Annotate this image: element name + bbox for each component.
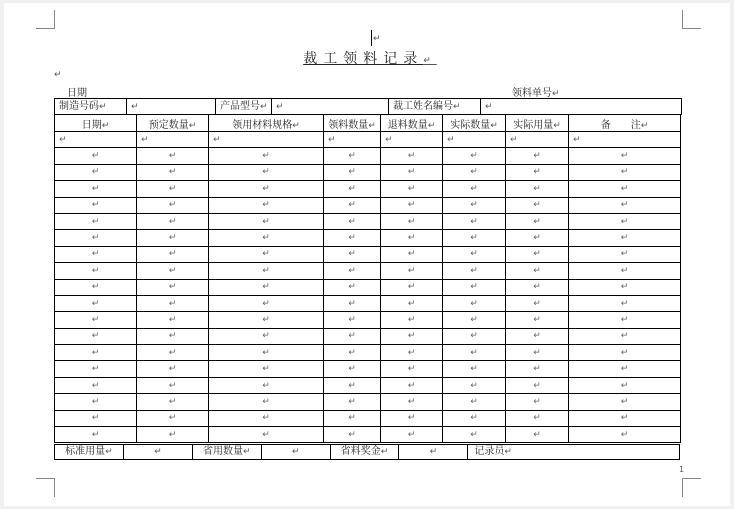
table-cell[interactable]: ↵ bbox=[137, 427, 209, 443]
table-row bbox=[55, 377, 681, 393]
table-cell[interactable]: ↵ bbox=[324, 377, 381, 393]
table-cell[interactable]: ↵ bbox=[569, 345, 681, 361]
table-cell[interactable]: ↵ bbox=[443, 361, 506, 377]
table-cell[interactable]: ↵ bbox=[381, 213, 443, 229]
table-row bbox=[55, 164, 681, 180]
table-cell[interactable]: ↵ bbox=[569, 197, 681, 213]
table-cell[interactable]: ↵ bbox=[324, 345, 381, 361]
table-cell[interactable]: ↵ bbox=[55, 345, 137, 361]
table-cell[interactable]: ↵ bbox=[443, 181, 506, 197]
table-cell[interactable]: ↵ bbox=[324, 213, 381, 229]
footer-row bbox=[54, 444, 680, 460]
table-cell[interactable]: ↵ bbox=[381, 197, 443, 213]
table-row bbox=[55, 361, 681, 377]
table-cell[interactable]: ↵ bbox=[209, 427, 324, 443]
table-cell[interactable]: ↵ bbox=[55, 361, 137, 377]
table-cell[interactable]: ↵ bbox=[569, 377, 681, 393]
table-cell[interactable]: ↵ bbox=[569, 246, 681, 262]
table-cell[interactable]: ↵ bbox=[209, 410, 324, 426]
table-cell[interactable]: ↵ bbox=[55, 213, 137, 229]
table-cell[interactable]: ↵ bbox=[137, 181, 209, 197]
table-cell[interactable]: ↵ bbox=[506, 132, 569, 148]
product-model-value[interactable]: ↵ bbox=[272, 99, 389, 115]
table-cell[interactable]: ↵ bbox=[569, 312, 681, 328]
table-cell[interactable]: ↵ bbox=[324, 312, 381, 328]
table-cell[interactable]: ↵ bbox=[55, 279, 137, 295]
table-cell[interactable]: ↵ bbox=[443, 164, 506, 180]
table-cell[interactable]: ↵ bbox=[209, 263, 324, 279]
table-cell[interactable]: ↵ bbox=[209, 197, 324, 213]
table-cell[interactable]: ↵ bbox=[324, 230, 381, 246]
table-cell[interactable]: ↵ bbox=[381, 312, 443, 328]
table-cell[interactable]: ↵ bbox=[443, 263, 506, 279]
col-header-date: 日期↵ bbox=[55, 115, 137, 132]
cutter-name-label[interactable]: 裁工姓名编号↵ bbox=[389, 99, 481, 115]
table-cell[interactable]: ↵ bbox=[381, 263, 443, 279]
table-row bbox=[55, 295, 681, 311]
table-cell[interactable]: ↵ bbox=[137, 328, 209, 344]
table-cell[interactable]: ↵ bbox=[324, 263, 381, 279]
table-cell[interactable]: ↵ bbox=[324, 328, 381, 344]
paragraph-mark: ↵ bbox=[54, 70, 62, 80]
table-cell[interactable]: ↵ bbox=[137, 361, 209, 377]
standard-usage-value[interactable]: ↵ bbox=[124, 445, 193, 459]
table-cell[interactable]: ↵ bbox=[381, 295, 443, 311]
table-cell[interactable]: ↵ bbox=[443, 197, 506, 213]
table-cell[interactable]: ↵ bbox=[506, 230, 569, 246]
table-cell[interactable]: ↵ bbox=[137, 312, 209, 328]
table-cell[interactable]: ↵ bbox=[324, 246, 381, 262]
table-row bbox=[55, 246, 681, 262]
table-cell[interactable]: ↵ bbox=[381, 427, 443, 443]
table-row bbox=[55, 279, 681, 295]
table-row bbox=[55, 148, 681, 164]
manufacture-no-value[interactable]: ↵ bbox=[127, 99, 216, 115]
table-cell[interactable]: ↵ bbox=[209, 148, 324, 164]
table-cell[interactable]: ↵ bbox=[209, 230, 324, 246]
cutter-name-value[interactable]: ↵ bbox=[485, 102, 493, 112]
crop-mark-bottom-right bbox=[682, 478, 701, 497]
table-cell[interactable]: ↵ bbox=[209, 295, 324, 311]
table-cell[interactable]: ↵ bbox=[381, 345, 443, 361]
table-row bbox=[55, 230, 681, 246]
col-header-actual-usage: 实际用量↵ bbox=[506, 115, 569, 132]
table-cell[interactable]: ↵ bbox=[137, 279, 209, 295]
table-cell[interactable]: ↵ bbox=[569, 213, 681, 229]
table-cell[interactable]: ↵ bbox=[209, 377, 324, 393]
table-cell[interactable]: ↵ bbox=[506, 427, 569, 443]
table-cell[interactable]: ↵ bbox=[55, 328, 137, 344]
table-cell[interactable]: ↵ bbox=[443, 427, 506, 443]
requisition-number-label[interactable]: 领料单号↵ bbox=[512, 88, 560, 99]
table-cell[interactable]: ↵ bbox=[569, 410, 681, 426]
table-cell[interactable]: ↵ bbox=[569, 230, 681, 246]
table-cell[interactable]: ↵ bbox=[506, 164, 569, 180]
col-header-actual-qty: 实际数量↵ bbox=[443, 115, 506, 132]
table-cell[interactable]: ↵ bbox=[324, 132, 381, 148]
table-cell[interactable]: ↵ bbox=[381, 164, 443, 180]
table-row bbox=[55, 312, 681, 328]
table-cell[interactable]: ↵ bbox=[209, 181, 324, 197]
table-cell[interactable]: ↵ bbox=[569, 394, 681, 410]
table-cell[interactable]: ↵ bbox=[324, 181, 381, 197]
table-cell[interactable]: ↵ bbox=[324, 410, 381, 426]
table-cell[interactable]: ↵ bbox=[443, 377, 506, 393]
table-cell[interactable]: ↵ bbox=[55, 148, 137, 164]
table-cell[interactable]: ↵ bbox=[55, 312, 137, 328]
material-record-table bbox=[54, 114, 681, 443]
table-cell[interactable]: ↵ bbox=[443, 410, 506, 426]
standard-usage-label[interactable]: 标准用量↵ bbox=[55, 445, 124, 459]
table-cell[interactable]: ↵ bbox=[55, 132, 137, 148]
table-cell[interactable]: ↵ bbox=[137, 132, 209, 148]
manufacture-no-label[interactable]: 制造号码↵ bbox=[55, 99, 127, 115]
table-cell[interactable]: ↵ bbox=[569, 263, 681, 279]
col-header-returned-qty: 退料数量↵ bbox=[381, 115, 443, 132]
table-cell[interactable]: ↵ bbox=[55, 427, 137, 443]
table-cell[interactable]: ↵ bbox=[443, 345, 506, 361]
table-cell[interactable]: ↵ bbox=[137, 246, 209, 262]
table-cell[interactable]: ↵ bbox=[381, 148, 443, 164]
col-header-planned-qty: 预定数量↵ bbox=[137, 115, 209, 132]
table-row bbox=[55, 427, 681, 443]
table-cell[interactable]: ↵ bbox=[324, 197, 381, 213]
table-cell[interactable]: ↵ bbox=[506, 312, 569, 328]
table-cell[interactable]: ↵ bbox=[55, 181, 137, 197]
table-cell[interactable]: ↵ bbox=[506, 328, 569, 344]
table-cell[interactable]: ↵ bbox=[569, 164, 681, 180]
table-cell[interactable]: ↵ bbox=[569, 361, 681, 377]
table-cell[interactable]: ↵ bbox=[209, 361, 324, 377]
page-title[interactable]: 裁工领料记录↵ bbox=[303, 51, 437, 67]
table-cell[interactable]: ↵ bbox=[506, 361, 569, 377]
table-cell[interactable]: ↵ bbox=[443, 213, 506, 229]
table-cell[interactable]: ↵ bbox=[324, 427, 381, 443]
table-cell[interactable]: ↵ bbox=[506, 410, 569, 426]
table-cell[interactable]: ↵ bbox=[443, 132, 506, 148]
table-cell[interactable]: ↵ bbox=[381, 361, 443, 377]
table-cell[interactable]: ↵ bbox=[55, 246, 137, 262]
table-cell[interactable]: ↵ bbox=[209, 312, 324, 328]
table-cell[interactable]: ↵ bbox=[137, 230, 209, 246]
table-cell[interactable]: ↵ bbox=[209, 394, 324, 410]
table-cell[interactable]: ↵ bbox=[55, 410, 137, 426]
table-row bbox=[55, 345, 681, 361]
table-cell[interactable]: ↵ bbox=[443, 148, 506, 164]
table-row bbox=[55, 410, 681, 426]
table-cell[interactable]: ↵ bbox=[569, 148, 681, 164]
table-cell[interactable]: ↵ bbox=[381, 328, 443, 344]
table-cell[interactable]: ↵ bbox=[443, 246, 506, 262]
table-cell[interactable]: ↵ bbox=[55, 263, 137, 279]
table-cell[interactable]: ↵ bbox=[55, 197, 137, 213]
table-cell[interactable]: ↵ bbox=[55, 230, 137, 246]
table-cell[interactable]: ↵ bbox=[137, 377, 209, 393]
table-cell[interactable]: ↵ bbox=[137, 213, 209, 229]
table-cell[interactable]: ↵ bbox=[506, 295, 569, 311]
table-cell[interactable]: ↵ bbox=[506, 181, 569, 197]
table-cell[interactable]: ↵ bbox=[137, 263, 209, 279]
table-cell[interactable]: ↵ bbox=[55, 377, 137, 393]
table-cell[interactable]: ↵ bbox=[209, 279, 324, 295]
table-cell[interactable]: ↵ bbox=[569, 427, 681, 443]
table-header-row bbox=[55, 115, 681, 132]
table-cell[interactable]: ↵ bbox=[443, 295, 506, 311]
table-cell[interactable]: ↵ bbox=[209, 164, 324, 180]
table-cell[interactable]: ↵ bbox=[381, 377, 443, 393]
table-cell[interactable]: ↵ bbox=[209, 328, 324, 344]
table-row bbox=[55, 213, 681, 229]
table-cell[interactable]: ↵ bbox=[55, 394, 137, 410]
table-cell[interactable]: ↵ bbox=[324, 279, 381, 295]
table-cell[interactable]: ↵ bbox=[443, 230, 506, 246]
table-cell[interactable]: ↵ bbox=[569, 132, 681, 148]
table-row bbox=[55, 181, 681, 197]
table-cell[interactable]: ↵ bbox=[506, 197, 569, 213]
table-cell[interactable]: ↵ bbox=[443, 394, 506, 410]
table-cell[interactable]: ↵ bbox=[137, 164, 209, 180]
text-cursor bbox=[371, 30, 372, 46]
col-header-remarks: 备 注↵ bbox=[569, 115, 681, 132]
table-cell[interactable]: ↵ bbox=[324, 164, 381, 180]
table-cell[interactable]: ↵ bbox=[137, 394, 209, 410]
table-cell[interactable]: ↵ bbox=[381, 410, 443, 426]
table-cell[interactable]: ↵ bbox=[381, 132, 443, 148]
table-cell[interactable]: ↵ bbox=[137, 295, 209, 311]
product-model-label[interactable]: 产品型号↵ bbox=[216, 99, 272, 115]
saved-qty-label[interactable]: 省用数量↵ bbox=[193, 445, 262, 459]
table-cell[interactable]: ↵ bbox=[324, 361, 381, 377]
table-cell[interactable]: ↵ bbox=[506, 279, 569, 295]
table-cell[interactable]: ↵ bbox=[324, 394, 381, 410]
table-row bbox=[55, 263, 681, 279]
recorder-label[interactable]: 记录员↵ bbox=[474, 446, 512, 457]
table-cell[interactable]: ↵ bbox=[506, 246, 569, 262]
table-cell[interactable]: ↵ bbox=[209, 345, 324, 361]
table-cell[interactable]: ↵ bbox=[506, 377, 569, 393]
table-cell[interactable]: ↵ bbox=[209, 132, 324, 148]
table-cell[interactable]: ↵ bbox=[443, 312, 506, 328]
col-header-issued-qty: 领料数量↵ bbox=[324, 115, 381, 132]
table-cell[interactable]: ↵ bbox=[569, 181, 681, 197]
table-cell[interactable]: ↵ bbox=[324, 148, 381, 164]
table-cell[interactable]: ↵ bbox=[381, 279, 443, 295]
table-cell[interactable]: ↵ bbox=[381, 246, 443, 262]
table-cell[interactable]: ↵ bbox=[55, 295, 137, 311]
page-number: 1 bbox=[679, 465, 685, 474]
table-cell[interactable]: ↵ bbox=[443, 279, 506, 295]
crop-mark-top-right bbox=[682, 10, 701, 29]
table-cell[interactable]: ↵ bbox=[506, 213, 569, 229]
table-cell[interactable]: ↵ bbox=[569, 295, 681, 311]
table-row bbox=[55, 328, 681, 344]
crop-mark-bottom-left bbox=[36, 478, 55, 497]
table-cell[interactable]: ↵ bbox=[443, 328, 506, 344]
saving-bonus-value[interactable]: ↵ bbox=[399, 445, 468, 459]
col-header-material-spec: 领用材料规格↵ bbox=[209, 115, 324, 132]
table-cell[interactable]: ↵ bbox=[381, 181, 443, 197]
saved-qty-value[interactable]: ↵ bbox=[262, 445, 331, 459]
table-row bbox=[55, 132, 681, 148]
table-cell[interactable]: ↵ bbox=[209, 213, 324, 229]
table-cell[interactable]: ↵ bbox=[506, 345, 569, 361]
date-label[interactable]: 日期 bbox=[67, 88, 87, 99]
table-cell[interactable]: ↵ bbox=[506, 148, 569, 164]
table-cell[interactable]: ↵ bbox=[137, 197, 209, 213]
info-header-row bbox=[54, 98, 682, 115]
table-cell[interactable]: ↵ bbox=[506, 263, 569, 279]
table-row bbox=[55, 197, 681, 213]
table-cell[interactable]: ↵ bbox=[209, 246, 324, 262]
table-cell[interactable]: ↵ bbox=[569, 328, 681, 344]
table-cell[interactable]: ↵ bbox=[324, 295, 381, 311]
table-cell[interactable]: ↵ bbox=[137, 148, 209, 164]
crop-mark-top-left bbox=[36, 10, 55, 29]
saving-bonus-label[interactable]: 省料奖金↵ bbox=[331, 445, 400, 459]
table-cell[interactable]: ↵ bbox=[569, 279, 681, 295]
table-cell[interactable]: ↵ bbox=[506, 394, 569, 410]
table-cell[interactable]: ↵ bbox=[381, 394, 443, 410]
table-row bbox=[55, 394, 681, 410]
table-cell[interactable]: ↵ bbox=[381, 230, 443, 246]
table-cell[interactable]: ↵ bbox=[137, 345, 209, 361]
paragraph-mark: ↵ bbox=[373, 34, 381, 44]
table-cell[interactable]: ↵ bbox=[137, 410, 209, 426]
table-cell[interactable]: ↵ bbox=[55, 164, 137, 180]
